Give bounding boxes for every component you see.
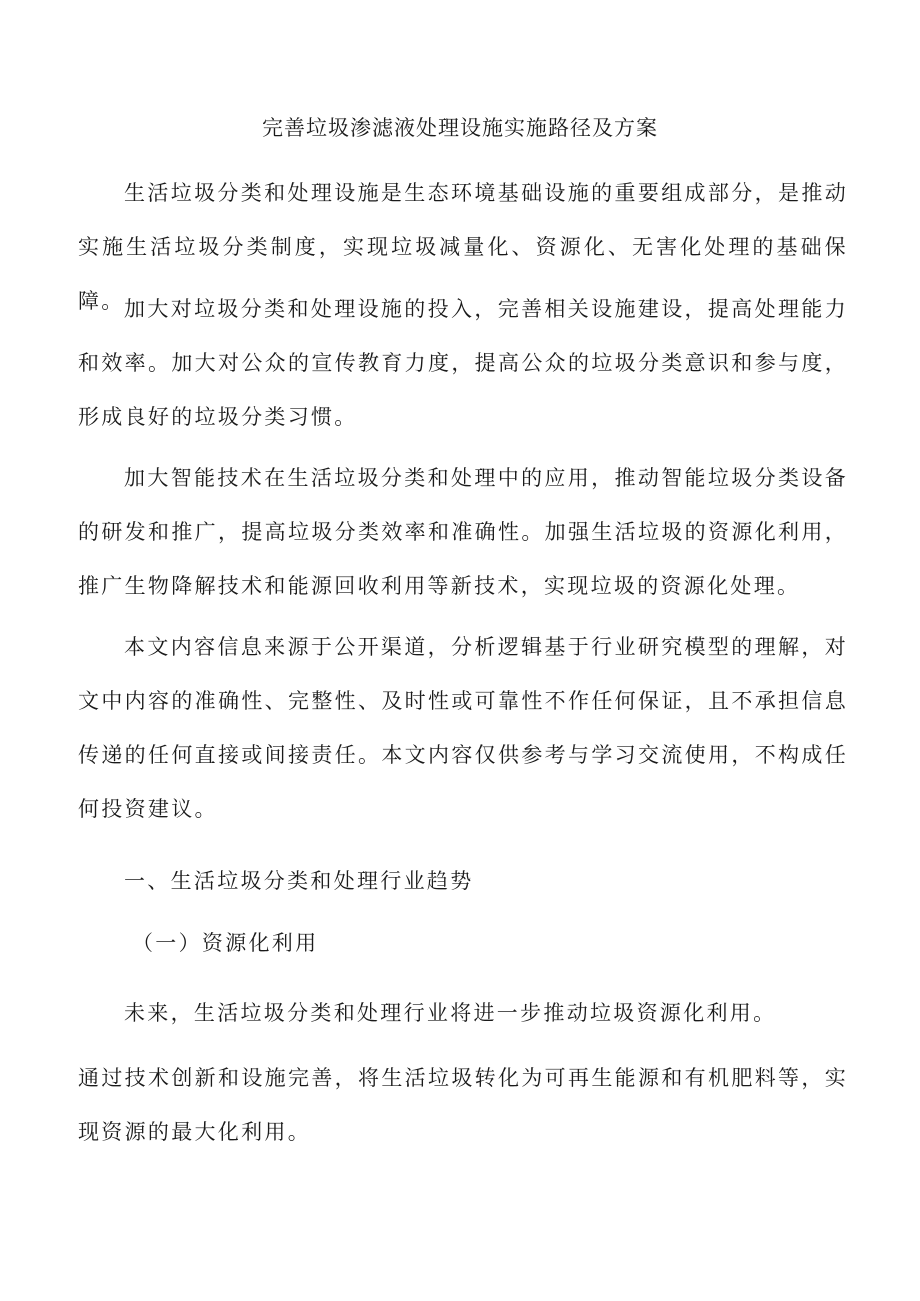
paragraph-resource-line1: 未来，生活垃圾分类和处理行业将进一步推动垃圾资源化利用。 <box>124 1001 777 1025</box>
subsection-heading: （一）资源化利用 <box>132 931 319 955</box>
document-title: 完善垃圾渗滤液处理设施实施路径及方案 <box>262 116 658 140</box>
section-heading: 一、生活垃圾分类和处理行业趋势 <box>124 869 474 893</box>
paragraph-investment: 加大对垃圾分类和处理设施的投入，完善相关设施建设，提高处理能力和效率。加大对公众的宣传教育力度，提高公众的垃圾分类意识和参与度，形成良好的垃圾分类习惯。 <box>78 297 848 429</box>
paragraph-smart-tech: 加大智能技术在生活垃圾分类和处理中的应用，推动智能垃圾分类设备的研发和推广，提高垃圾分类效率和准确性。加强生活垃圾的资源化利用，推广生物降解技术和能源回收利用等新技术，实现垃圾的资源化处理。 <box>78 466 848 598</box>
paragraph-intro: 生活垃圾分类和处理设施是生态环境基础设施的重要组成部分，是推动实施生活垃圾分类制度，实现垃圾减量化、资源化、无害化处理的基础保障。 <box>78 181 848 313</box>
paragraph-disclaimer: 本文内容信息来源于公开渠道，分析逻辑基于行业研究模型的理解，对文中内容的准确性、完整性、及时性或可靠性不作任何保证，且不承担信息传递的任何直接或间接责任。本文内容仅供参考与学习交流使用，不构成任何投资建议。 <box>78 635 848 821</box>
paragraph-resource-rest: 通过技术创新和设施完善，将生活垃圾转化为可再生能源和有机肥料等，实现资源的最大化利用。 <box>78 1066 848 1144</box>
